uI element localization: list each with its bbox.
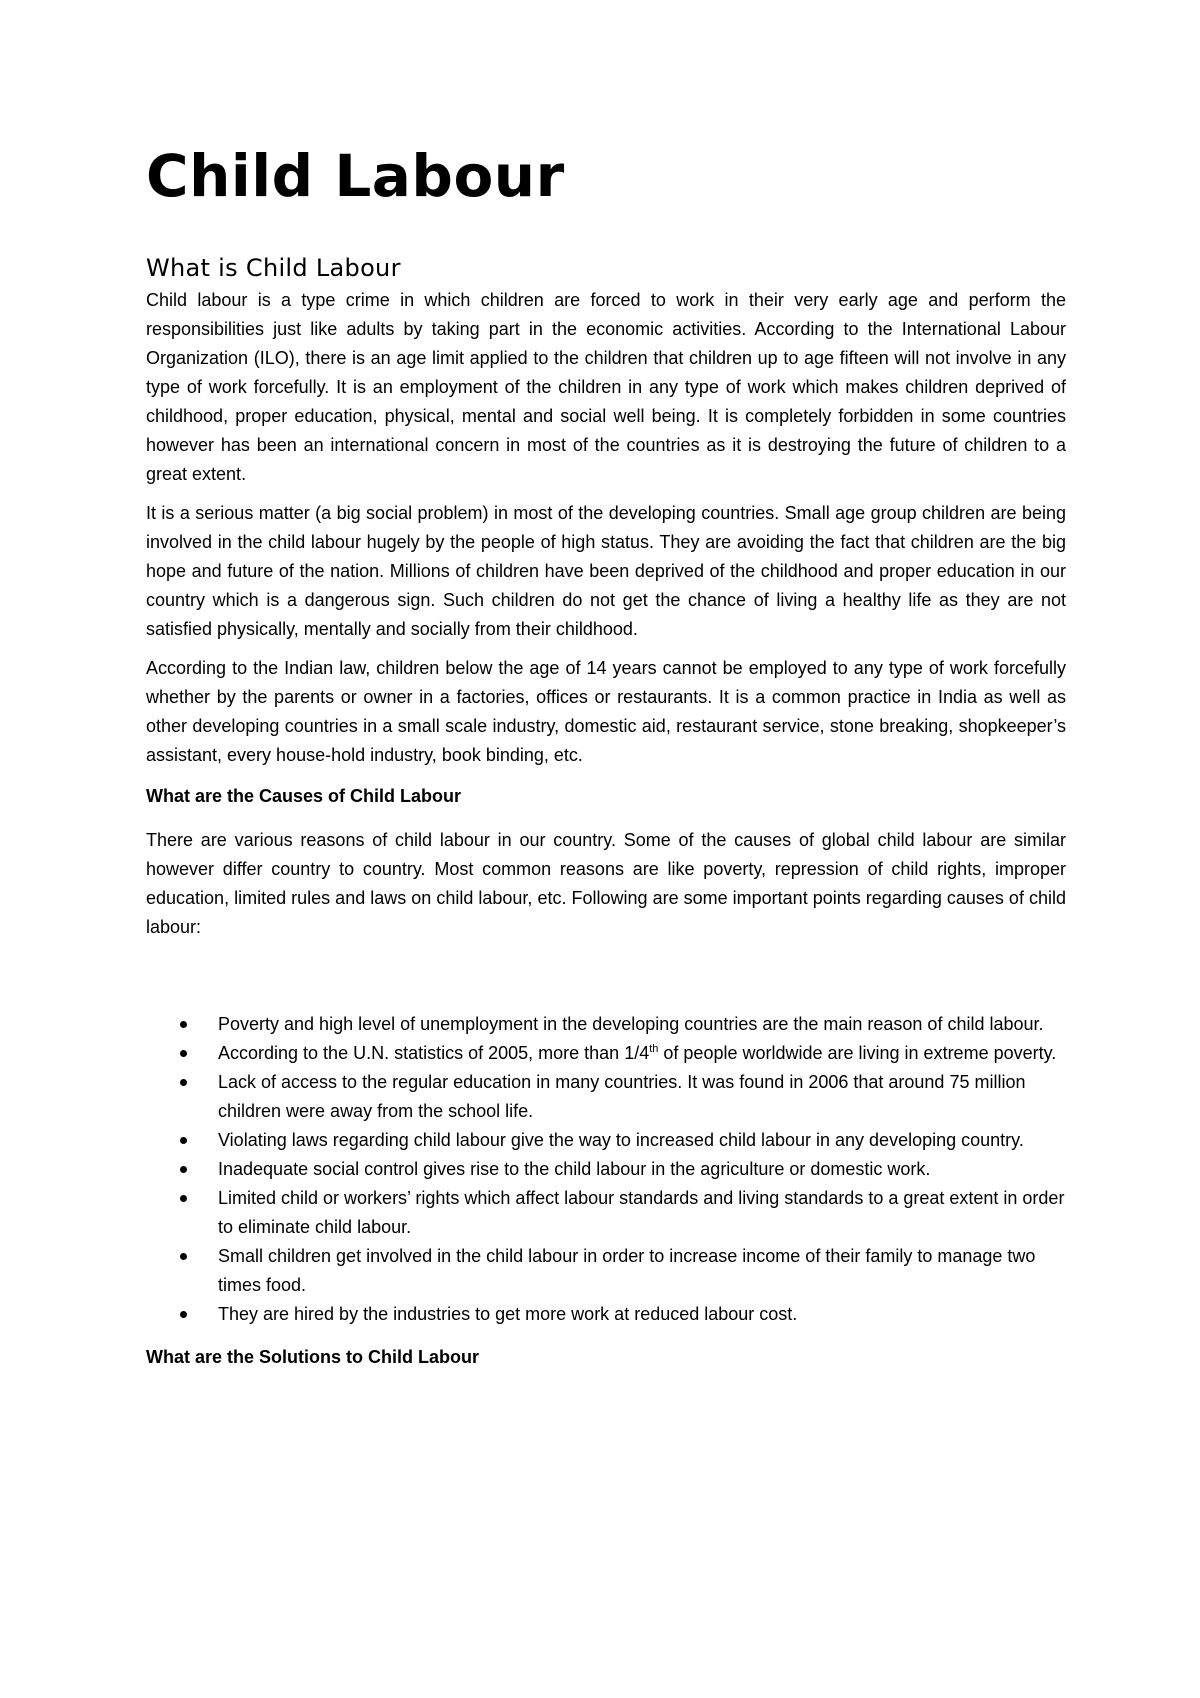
list-item-text: Violating laws regarding child labour give the way to increased child labour in any developing country.: [218, 1130, 1024, 1150]
list-item-text: Small children get involved in the child labour in order to increase income of their family to manage two times food.: [218, 1246, 1036, 1295]
list-item-text-tail: of people worldwide are living in extreme poverty.: [658, 1043, 1057, 1063]
list-item-text: Poverty and high level of unemployment in the developing countries are the main reason of child labour.: [218, 1014, 1044, 1034]
list-item-text: They are hired by the industries to get more work at reduced labour cost.: [218, 1304, 798, 1324]
list-item: [218, 1184, 1066, 1242]
bullet-icon: [180, 1195, 187, 1202]
bullet-icon: [180, 1137, 187, 1144]
list-item-text: Limited child or workers’ rights which affect labour standards and living standards to a great extent in order to eliminate child labour.: [218, 1188, 1065, 1237]
list-item: [218, 1010, 1066, 1039]
bullet-icon: [180, 1079, 187, 1086]
paragraph-2: It is a serious matter (a big social problem) in most of the developing countries. Small age group children are being involved in the child labour hugely by the people of high status. They are avoiding the fact that children are the big hope and future of the nation. Millions of children have been deprived of the childhood and proper education in our country which is a dangerous sign. Such children do not get the chance of living a healthy life as they are not satisfied physically, mentally and socially from their childhood.: [146, 503, 1066, 639]
section-heading-what-is: What is Child Labour: [146, 254, 401, 282]
paragraph-3: According to the Indian law, children below the age of 14 years cannot be employed to any type of work forcefully whether by the parents or owner in a factories, offices or restaurants. It is a common practice in India as well as other developing countries in a small scale industry, domestic aid, restaurant service, stone breaking, shopkeeper’s assistant, every house-hold industry, book binding, etc.: [146, 658, 1066, 765]
section-heading-causes: What are the Causes of Child Labour: [146, 786, 462, 806]
list-item: [218, 1242, 1066, 1300]
list-item: [218, 1068, 1066, 1126]
bullet-icon: [180, 1253, 187, 1260]
causes-intro-paragraph: There are various reasons of child labour in our country. Some of the causes of global child labour are similar however differ country to country. Most common reasons are like poverty, repression of child rights, improper education, limited rules and laws on child labour, etc. Following are some important points regarding causes of child labour:: [146, 830, 1066, 937]
bullet-icon: [180, 1311, 187, 1318]
paragraph-1: Child labour is a type crime in which children are forced to work in their very early age and perform the responsibilities just like adults by taking part in the economic activities. According to the International Labour Organization (ILO), there is an age limit applied to the children that children up to age fifteen will not involve in any type of work forcefully. It is an employment of the children in any type of work which makes children deprived of childhood, proper education, physical, mental and social well being. It is completely forbidden in some countries however has been an international concern in most of the countries as it is destroying the future of children to a great extent.: [146, 290, 1066, 484]
list-item: [218, 1126, 1066, 1155]
list-item-text: Lack of access to the regular education in many countries. It was found in 2006 that around 75 million children were away from the school life.: [218, 1072, 1026, 1121]
document-page: [146, 136, 1066, 1387]
causes-bullet-list: [146, 1010, 1066, 1329]
bullet-icon: [180, 1050, 187, 1057]
list-item: [218, 1039, 1066, 1068]
list-item-text: Inadequate social control gives rise to the child labour in the agriculture or domestic work.: [218, 1159, 931, 1179]
blank-spacer: [146, 952, 1066, 1010]
bullet-icon: [180, 1021, 187, 1028]
list-item: [218, 1300, 1066, 1329]
bullet-icon: [180, 1166, 187, 1173]
section-heading-solutions: What are the Solutions to Child Labour: [146, 1347, 479, 1367]
list-item: [218, 1155, 1066, 1184]
list-item-text: According to the U.N. statistics of 2005, more than 1/4: [218, 1043, 650, 1063]
superscript-th: th: [649, 1043, 659, 1055]
document-title: Child Labour: [146, 142, 565, 210]
